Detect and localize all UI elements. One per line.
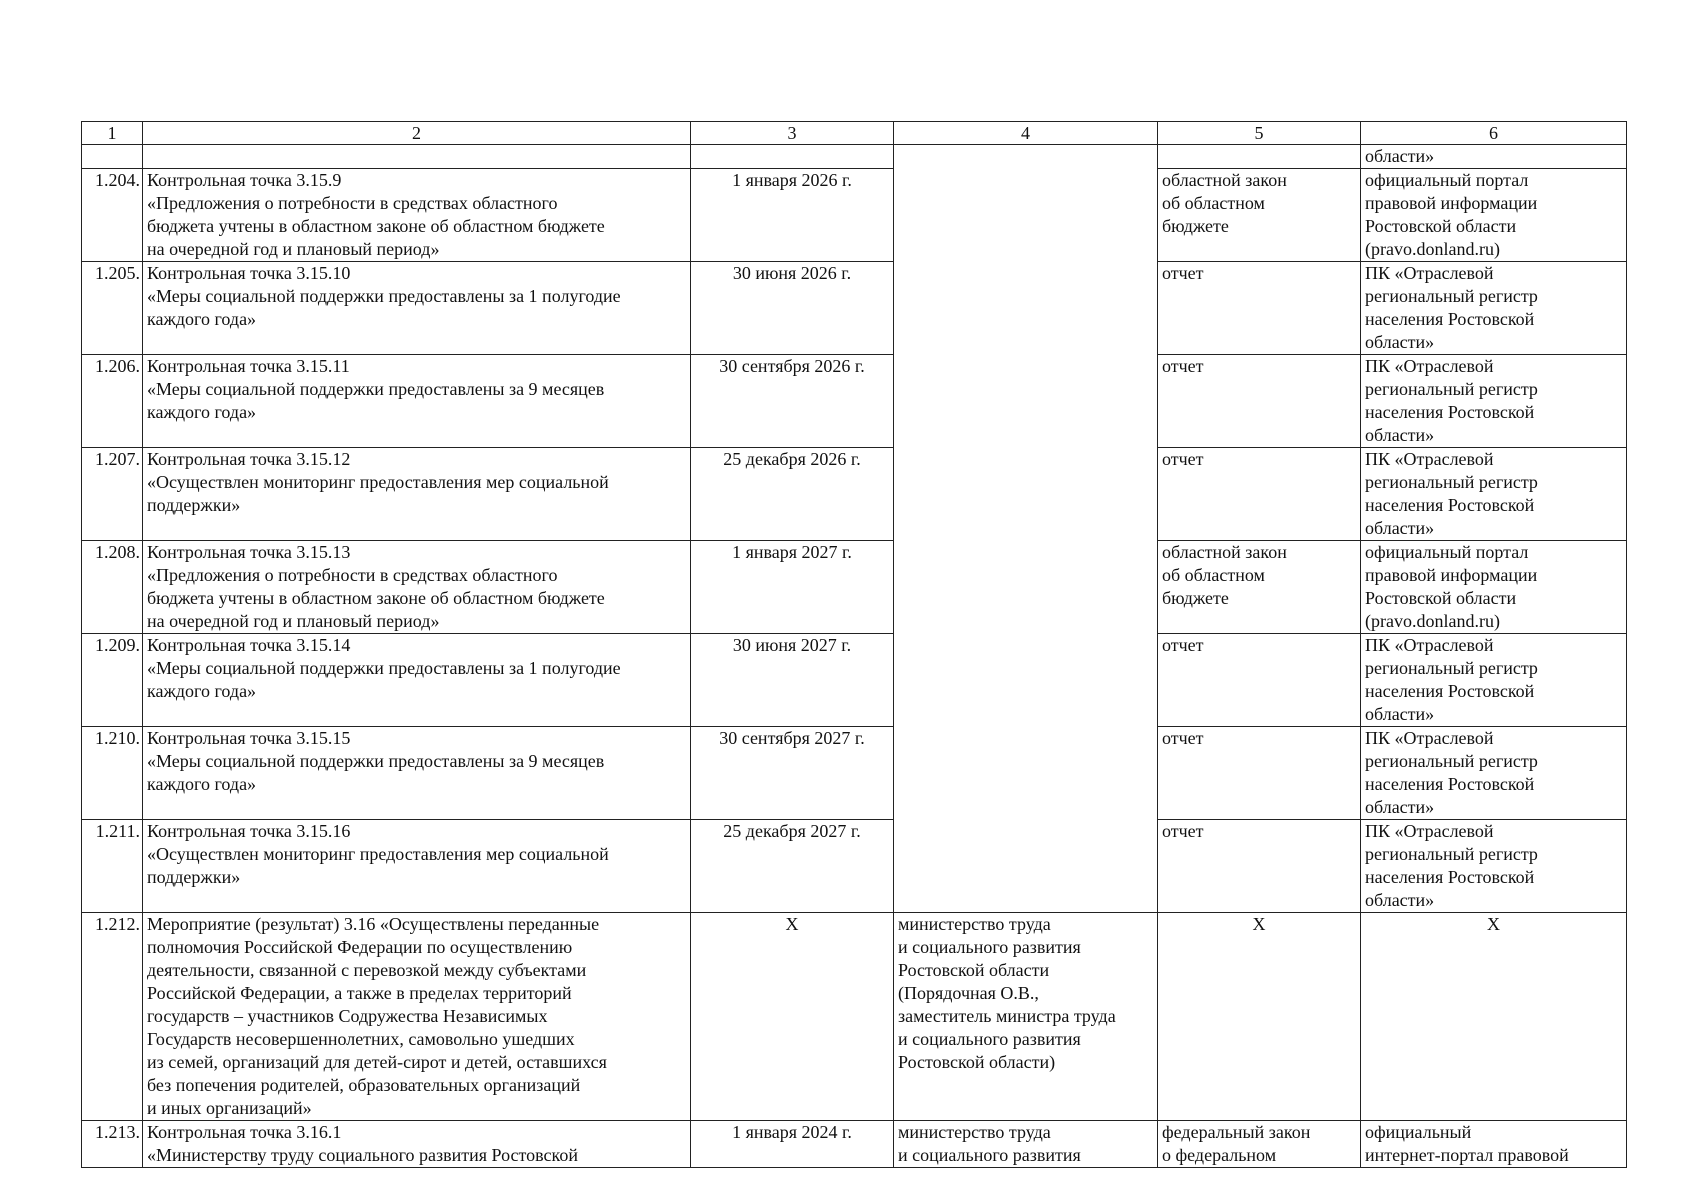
- document-cell: [1158, 1121, 1361, 1168]
- source-cell: [1361, 1121, 1627, 1168]
- header-cell-6: 6: [1361, 122, 1627, 145]
- description-cell: [143, 1121, 691, 1168]
- date-cell: Х: [691, 913, 894, 1121]
- text-line: отчет: [1162, 356, 1204, 376]
- text-line: бюджета учтены в областном законе об областном бюджете: [147, 588, 605, 608]
- date-cell: 30 сентября 2026 г.: [691, 355, 894, 448]
- control-point-title: Контрольная точка 3.15.10: [147, 263, 351, 283]
- text-line: региональный регистр: [1365, 472, 1538, 492]
- source-cell: Х: [1361, 913, 1627, 1121]
- control-point-title: Контрольная точка 3.15.9: [147, 170, 342, 190]
- description-cell: [143, 355, 691, 448]
- text-line: «Предложения о потребности в средствах областного: [147, 193, 558, 213]
- text-line: области»: [1365, 797, 1435, 817]
- date-cell: 30 сентября 2027 г.: [691, 727, 894, 820]
- text-line: ПК «Отраслевой: [1365, 263, 1494, 283]
- text-line: области»: [1365, 425, 1435, 445]
- document-cell: [1158, 820, 1361, 913]
- text-line: Ростовской области: [1365, 216, 1517, 236]
- date-cell: 30 июня 2027 г.: [691, 634, 894, 727]
- description-cell: [143, 634, 691, 727]
- text-line: отчет: [1162, 821, 1204, 841]
- text-line: «Меры социальной поддержки предоставлены за 1 полугодие: [147, 658, 621, 678]
- text-line: региональный регистр: [1365, 286, 1538, 306]
- text-line: каждого года»: [147, 402, 257, 422]
- date-cell: 1 января 2024 г.: [691, 1121, 894, 1168]
- text-line: Ростовской области: [1365, 588, 1517, 608]
- text-line: региональный регистр: [1365, 379, 1538, 399]
- table-row: [82, 820, 1627, 913]
- text-line: ПК «Отраслевой: [1365, 821, 1494, 841]
- description-cell: [143, 820, 691, 913]
- text-line: правовой информации: [1365, 565, 1538, 585]
- text-line: ПК «Отраслевой: [1365, 449, 1494, 469]
- text-line: «Меры социальной поддержки предоставлены за 1 полугодие: [147, 286, 621, 306]
- row-number: 1.207.: [82, 448, 143, 541]
- table-row: [82, 727, 1627, 820]
- text-line: «Меры социальной поддержки предоставлены за 9 месяцев: [147, 751, 605, 771]
- date-cell: 25 декабря 2026 г.: [691, 448, 894, 541]
- document-cell: [1158, 355, 1361, 448]
- text-line: региональный регистр: [1365, 751, 1538, 771]
- header-cell-3: 3: [691, 122, 894, 145]
- control-point-title: Контрольная точка 3.15.16: [147, 821, 351, 841]
- text-line: официальный портал: [1365, 170, 1529, 190]
- description-cell: [143, 727, 691, 820]
- text-line: Мероприятие (результат) 3.16 «Осуществлены переданные: [147, 914, 600, 934]
- text-line: населения Ростовской: [1365, 309, 1535, 329]
- text-line: отчет: [1162, 635, 1204, 655]
- text-line: «Осуществлен мониторинг предоставления мер социальной: [147, 844, 609, 864]
- source-cell: [1361, 448, 1627, 541]
- document-cell: Х: [1158, 913, 1361, 1121]
- text-line: отчет: [1162, 449, 1204, 469]
- text-line: «Осуществлен мониторинг предоставления мер социальной: [147, 472, 609, 492]
- text-line: заместитель министра труда: [898, 1006, 1116, 1026]
- source-cell: [1361, 169, 1627, 262]
- text-line: населения Ростовской: [1365, 495, 1535, 515]
- source-cell: [1361, 355, 1627, 448]
- text-line: Контрольная точка 3.16.1: [147, 1122, 342, 1142]
- date-cell: 1 января 2027 г.: [691, 541, 894, 634]
- text-line: поддержки»: [147, 867, 241, 887]
- text-line: деятельности, связанной с перевозкой между субъектами: [147, 960, 587, 980]
- table-row: [82, 262, 1627, 355]
- text-line: о федеральном: [1162, 1145, 1277, 1165]
- source-cell: [1361, 634, 1627, 727]
- description-cell: [143, 262, 691, 355]
- control-point-title: Контрольная точка 3.15.11: [147, 356, 350, 376]
- text-line: на очередной год и плановый период»: [147, 239, 440, 259]
- text-line: ПК «Отраслевой: [1365, 728, 1494, 748]
- text-line: населения Ростовской: [1365, 774, 1535, 794]
- row-number: 1.210.: [82, 727, 143, 820]
- text-line: Ростовской области: [898, 960, 1050, 980]
- text-line: населения Ростовской: [1365, 867, 1535, 887]
- text-line: интернет-портал правовой: [1365, 1145, 1569, 1165]
- header-cell-2: 2: [143, 122, 691, 145]
- table-row: [82, 355, 1627, 448]
- empty-cell: [143, 145, 691, 169]
- table-row: [82, 448, 1627, 541]
- date-cell: 1 января 2026 г.: [691, 169, 894, 262]
- text-line: поддержки»: [147, 495, 241, 515]
- text-line: региональный регистр: [1365, 844, 1538, 864]
- document-cell: [1158, 169, 1361, 262]
- control-points-table: [81, 121, 1627, 1168]
- source-cell: [1361, 262, 1627, 355]
- text-line: полномочия Российской Федерации по осуществлению: [147, 937, 573, 957]
- text-line: (pravo.donland.ru): [1365, 611, 1500, 631]
- description-cell: [143, 913, 691, 1121]
- text-line: федеральный закон: [1162, 1122, 1311, 1142]
- text-line: областной закон: [1162, 170, 1287, 190]
- text-line: региональный регистр: [1365, 658, 1538, 678]
- text-line: бюджета учтены в областном законе об областном бюджете: [147, 216, 605, 236]
- empty-cell: [691, 145, 894, 169]
- source-cell: [1361, 541, 1627, 634]
- text-line: области»: [1365, 332, 1435, 352]
- text-line: правовой информации: [1365, 193, 1538, 213]
- header-row: [82, 122, 1627, 145]
- source-cell: [1361, 145, 1627, 169]
- empty-cell: [82, 145, 143, 169]
- row-number: 1.211.: [82, 820, 143, 913]
- text-line: и иных организаций»: [147, 1098, 312, 1118]
- header-cell-4: 4: [894, 122, 1158, 145]
- text-line: каждого года»: [147, 774, 257, 794]
- text-line: бюджете: [1162, 216, 1229, 236]
- date-cell: 30 июня 2026 г.: [691, 262, 894, 355]
- text-line: населения Ростовской: [1365, 681, 1535, 701]
- text-line: и социального развития: [898, 1029, 1081, 1049]
- text-line: бюджете: [1162, 588, 1229, 608]
- text-line: ПК «Отраслевой: [1365, 635, 1494, 655]
- responsible-cell: [894, 1121, 1158, 1168]
- document-cell: [1158, 727, 1361, 820]
- document-cell: [1158, 541, 1361, 634]
- text-line: населения Ростовской: [1365, 402, 1535, 422]
- date-cell: 25 декабря 2027 г.: [691, 820, 894, 913]
- text-line: Ростовской области): [898, 1052, 1056, 1072]
- description-cell: [143, 169, 691, 262]
- text-line: из семей, организаций для детей-сирот и детей, оставшихся: [147, 1052, 607, 1072]
- control-point-title: Контрольная точка 3.15.12: [147, 449, 351, 469]
- document-cell: [1158, 448, 1361, 541]
- source-cell: [1361, 820, 1627, 913]
- text-line: области»: [1365, 518, 1435, 538]
- text-line: государств – участников Содружества Независимых: [147, 1006, 548, 1026]
- header-cell-5: 5: [1158, 122, 1361, 145]
- row-number: 1.208.: [82, 541, 143, 634]
- text-line: «Меры социальной поддержки предоставлены за 9 месяцев: [147, 379, 605, 399]
- row-number: 1.206.: [82, 355, 143, 448]
- text-line: об областном: [1162, 565, 1265, 585]
- text-line: области»: [1365, 146, 1435, 166]
- description-cell: [143, 448, 691, 541]
- table-row: [82, 1121, 1627, 1168]
- description-cell: [143, 541, 691, 634]
- control-point-title: Контрольная точка 3.15.13: [147, 542, 351, 562]
- row-number: 1.209.: [82, 634, 143, 727]
- responsible-cell: [894, 913, 1158, 1121]
- text-line: на очередной год и плановый период»: [147, 611, 440, 631]
- text-line: об областном: [1162, 193, 1265, 213]
- text-line: официальный портал: [1365, 542, 1529, 562]
- text-line: ПК «Отраслевой: [1365, 356, 1494, 376]
- text-line: отчет: [1162, 263, 1204, 283]
- text-line: министерство труда: [898, 1122, 1051, 1142]
- text-line: областной закон: [1162, 542, 1287, 562]
- row-number: 1.205.: [82, 262, 143, 355]
- row-number: 1.212.: [82, 913, 143, 1121]
- text-line: «Министерству труду социального развития Ростовской: [147, 1145, 579, 1165]
- text-line: и социального развития: [898, 1145, 1081, 1165]
- responsible-merged-cell: [894, 145, 1158, 913]
- text-line: официальный: [1365, 1122, 1472, 1142]
- text-line: каждого года»: [147, 309, 257, 329]
- control-point-title: Контрольная точка 3.15.15: [147, 728, 351, 748]
- text-line: отчет: [1162, 728, 1204, 748]
- header-cell-1: 1: [82, 122, 143, 145]
- text-line: Государств несовершеннолетних, самовольно ушедших: [147, 1029, 575, 1049]
- table-row: [82, 169, 1627, 262]
- row-number: 1.213.: [82, 1121, 143, 1168]
- text-line: без попечения родителей, образовательных организаций: [147, 1075, 581, 1095]
- document-page: [81, 121, 1626, 1168]
- row-number: 1.204.: [82, 169, 143, 262]
- text-line: (Порядочная О.В.,: [898, 983, 1039, 1003]
- event-row: [82, 913, 1627, 1121]
- text-line: (pravo.donland.ru): [1365, 239, 1500, 259]
- text-line: «Предложения о потребности в средствах областного: [147, 565, 558, 585]
- control-point-title: Контрольная точка 3.15.14: [147, 635, 351, 655]
- text-line: Российской Федерации, а также в пределах территорий: [147, 983, 572, 1003]
- table-row: [82, 541, 1627, 634]
- text-line: каждого года»: [147, 681, 257, 701]
- text-line: министерство труда: [898, 914, 1051, 934]
- document-cell: [1158, 634, 1361, 727]
- text-line: и социального развития: [898, 937, 1081, 957]
- text-line: области»: [1365, 890, 1435, 910]
- carry-over-row: [82, 145, 1627, 169]
- source-cell: [1361, 727, 1627, 820]
- table-row: [82, 634, 1627, 727]
- text-line: области»: [1365, 704, 1435, 724]
- empty-cell: [1158, 145, 1361, 169]
- document-cell: [1158, 262, 1361, 355]
